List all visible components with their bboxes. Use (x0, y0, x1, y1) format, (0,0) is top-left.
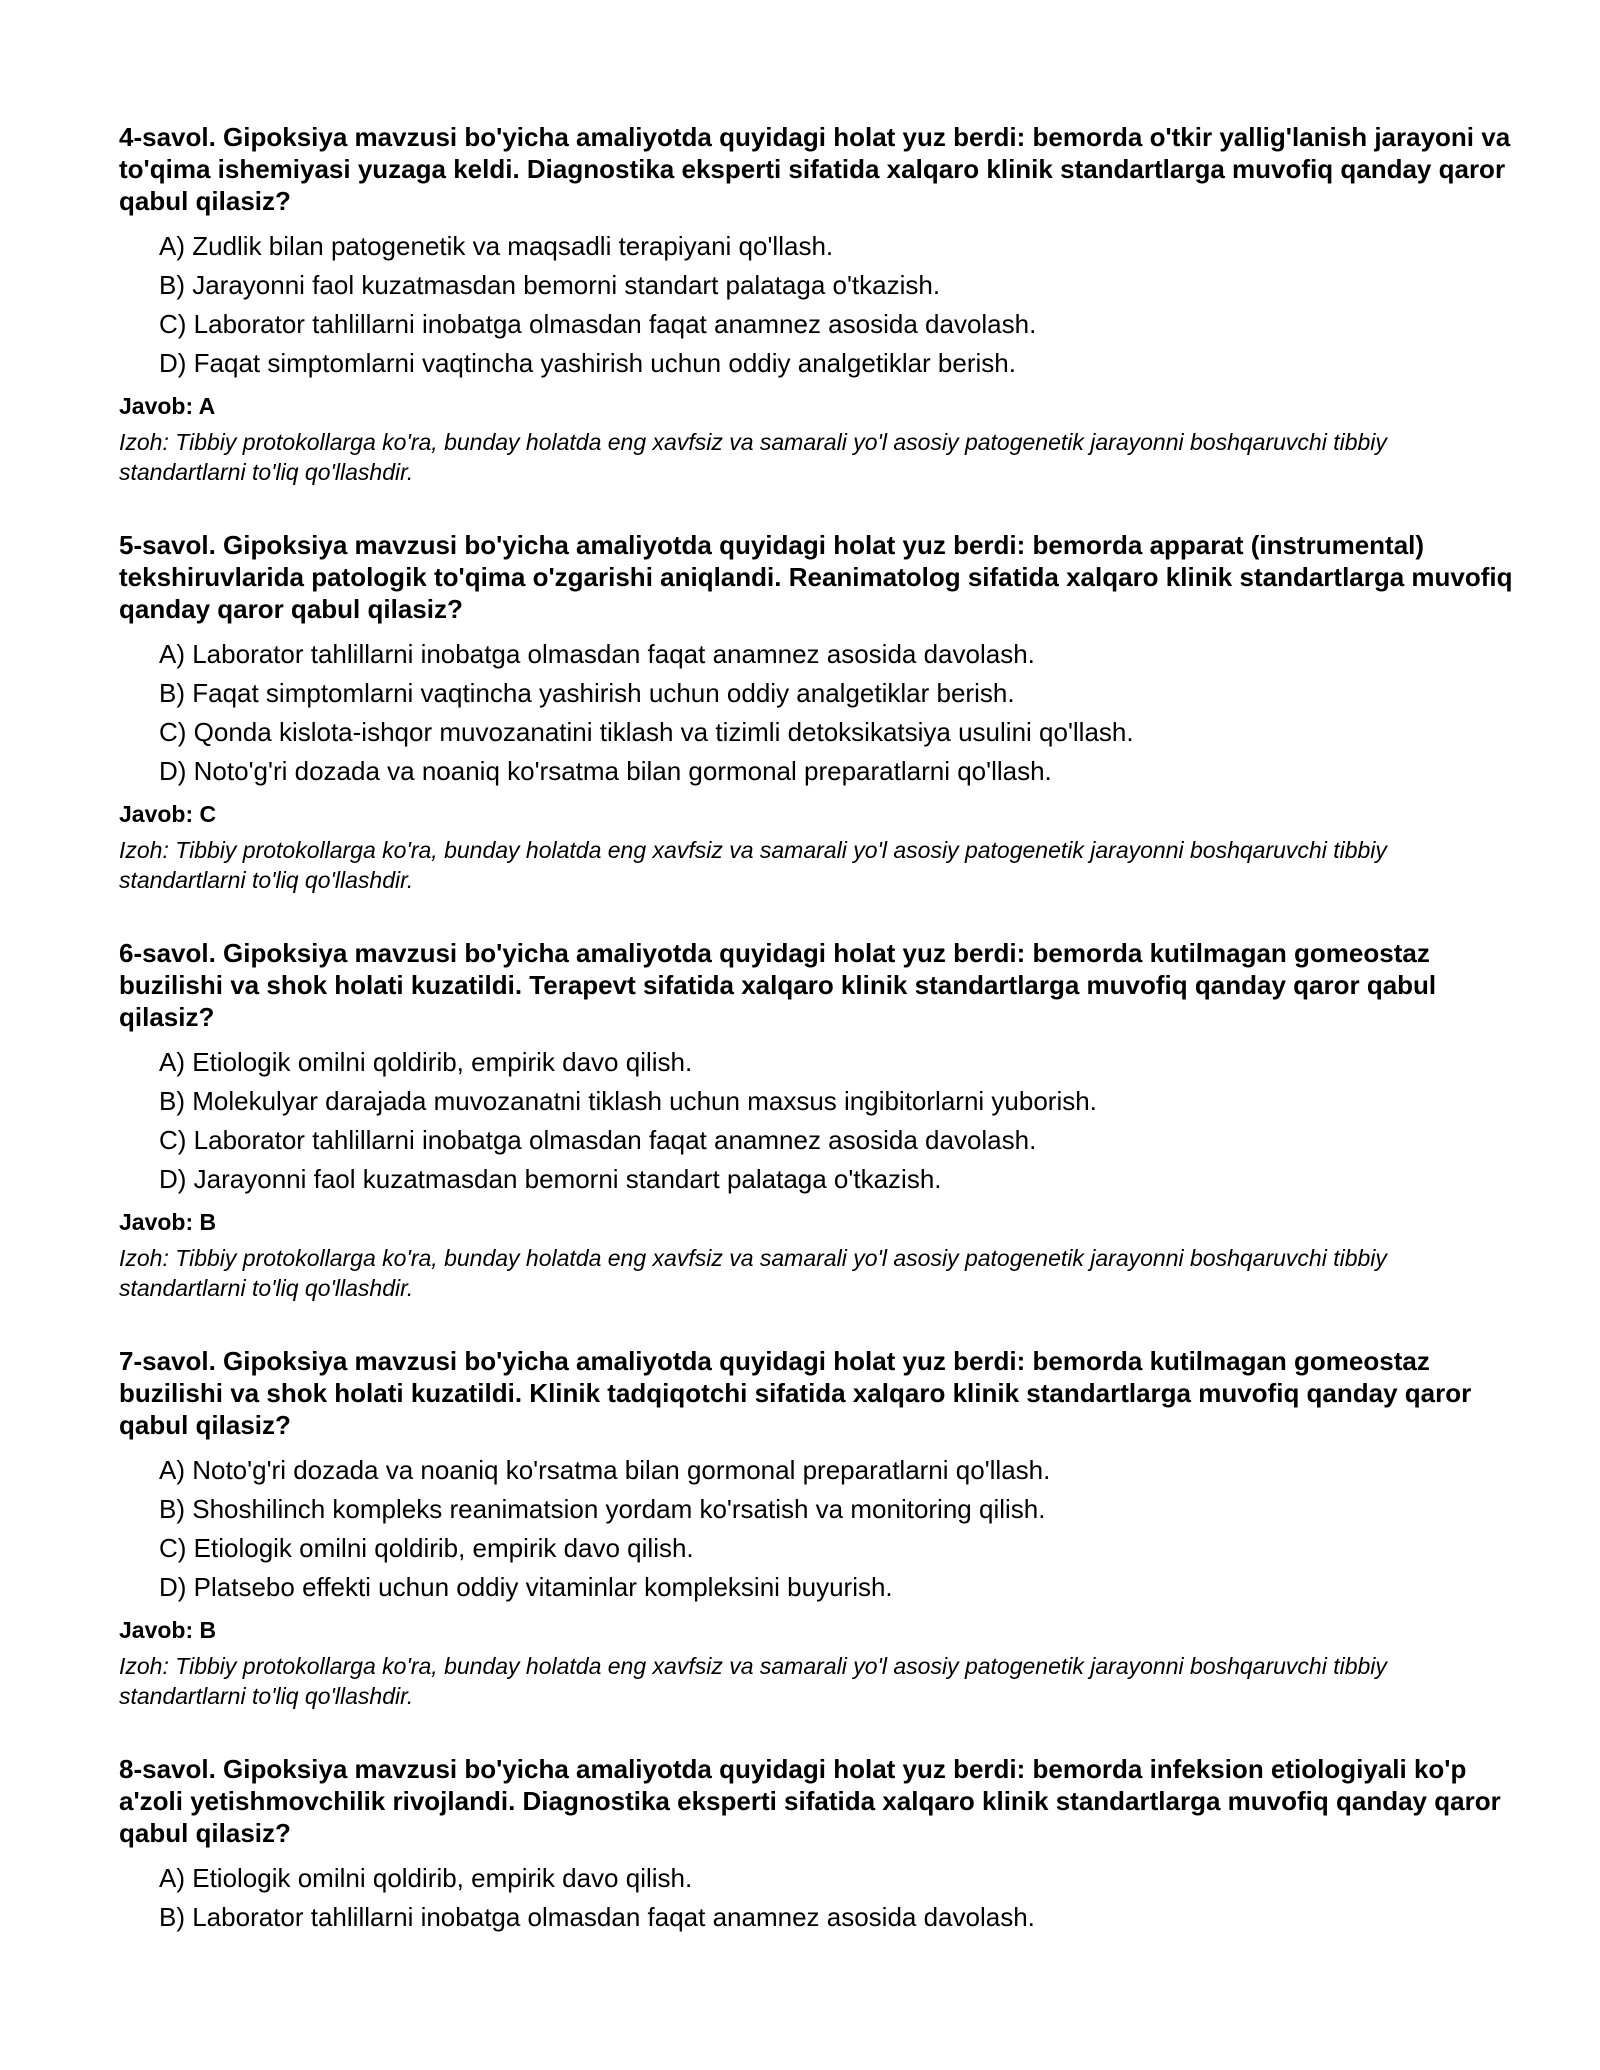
explanation-note: Izoh: Tibbiy protokollarga ko'ra, bunday holatda eng xavfsiz va samarali yo'l asosiy patogenetik jarayonni boshqaruvchi tibbiy standartlarni to'liq qo'llashdir. (119, 837, 1387, 893)
question-title: 8-savol. Gipoksiya mavzusi bo'yicha amaliyotda quyidagi holat yuz berdi: bemorda infeksion etiologiyali ko'p a'zoli yetishmovchilik rivojlandi. Diagnostika eksperti sifatida xalqaro klinik standartlarga muvofiq qanday qaror qabul qilasiz? (119, 1754, 1501, 1848)
question-block (119, 1753, 1519, 1937)
option-b: B) Jarayonni faol kuzatmasdan bemorni standart palataga o'tkazish. (159, 270, 941, 300)
option-b: B) Faqat simptomlarni vaqtincha yashirish uchun oddiy analgetiklar berish. (159, 678, 1015, 708)
question-block (119, 121, 1519, 487)
explanation-note: Izoh: Tibbiy protokollarga ko'ra, bunday holatda eng xavfsiz va samarali yo'l asosiy patogenetik jarayonni boshqaruvchi tibbiy standartlarni to'liq qo'llashdir. (119, 429, 1387, 485)
option-c: C) Etiologik omilni qoldirib, empirik davo qilish. (159, 1533, 694, 1563)
question-title: 5-savol. Gipoksiya mavzusi bo'yicha amaliyotda quyidagi holat yuz berdi: bemorda apparat (instrumental) tekshiruvlarida patologik to'qima o'zgarishi aniqlandi. Reanimatolog sifatida xalqaro klinik standartlarga muvofiq qanday qaror qabul qilasiz? (119, 530, 1513, 624)
option-c: C) Qonda kislota-ishqor muvozanatini tiklash va tizimli detoksikatsiya usulini qo'llash. (159, 717, 1134, 747)
question-block (119, 1345, 1519, 1711)
option-d: D) Noto'g'ri dozada va noaniq ko'rsatma bilan gormonal preparatlarni qo'llash. (159, 756, 1052, 786)
options-list (119, 1043, 1519, 1199)
options-list (119, 1451, 1519, 1607)
option-a: A) Etiologik omilni qoldirib, empirik davo qilish. (159, 1047, 693, 1077)
options-list (119, 227, 1519, 383)
option-a: A) Etiologik omilni qoldirib, empirik davo qilish. (159, 1863, 693, 1893)
options-list (119, 635, 1519, 791)
option-b: B) Shoshilinch kompleks reanimatsion yordam ko'rsatish va monitoring qilish. (159, 1494, 1046, 1524)
question-block (119, 937, 1519, 1303)
option-a: A) Noto'g'ri dozada va noaniq ko'rsatma bilan gormonal preparatlarni qo'llash. (159, 1455, 1051, 1485)
option-a: A) Zudlik bilan patogenetik va maqsadli terapiyani qo'llash. (159, 231, 834, 261)
option-c: C) Laborator tahlillarni inobatga olmasdan faqat anamnez asosida davolash. (159, 309, 1037, 339)
explanation-note: Izoh: Tibbiy protokollarga ko'ra, bunday holatda eng xavfsiz va samarali yo'l asosiy patogenetik jarayonni boshqaruvchi tibbiy standartlarni to'liq qo'llashdir. (119, 1653, 1387, 1709)
question-title: 6-savol. Gipoksiya mavzusi bo'yicha amaliyotda quyidagi holat yuz berdi: bemorda kutilmagan gomeostaz buzilishi va shok holati kuzatildi. Terapevt sifatida xalqaro klinik standartlarga muvofiq qanday qaror qabul qilasiz? (119, 938, 1437, 1032)
option-d: D) Faqat simptomlarni vaqtincha yashirish uchun oddiy analgetiklar berish. (159, 348, 1016, 378)
option-a: A) Laborator tahlillarni inobatga olmasdan faqat anamnez asosida davolash. (159, 639, 1035, 669)
answer-label: Javob: B (119, 1209, 217, 1235)
question-block (119, 529, 1519, 895)
answer-label: Javob: C (119, 801, 217, 827)
option-b: B) Laborator tahlillarni inobatga olmasdan faqat anamnez asosida davolash. (159, 1902, 1035, 1932)
answer-label: Javob: A (119, 393, 216, 419)
question-title: 7-savol. Gipoksiya mavzusi bo'yicha amaliyotda quyidagi holat yuz berdi: bemorda kutilmagan gomeostaz buzilishi va shok holati kuzatildi. Klinik tadqiqotchi sifatida xalqaro klinik standartlarga muvofiq qanday qaror qabul qilasiz? (119, 1346, 1472, 1440)
option-c: C) Laborator tahlillarni inobatga olmasdan faqat anamnez asosida davolash. (159, 1125, 1037, 1155)
question-title: 4-savol. Gipoksiya mavzusi bo'yicha amaliyotda quyidagi holat yuz berdi: bemorda o'tkir yallig'lanish jarayoni va to'qima ishemiyasi yuzaga keldi. Diagnostika eksperti sifatida xalqaro klinik standartlarga muvofiq qanday qaror qabul qilasiz? (119, 122, 1511, 216)
option-b: B) Molekulyar darajada muvozanatni tiklash uchun maxsus ingibitorlarni yuborish. (159, 1086, 1097, 1116)
option-d: D) Jarayonni faol kuzatmasdan bemorni standart palataga o'tkazish. (159, 1164, 942, 1194)
explanation-note: Izoh: Tibbiy protokollarga ko'ra, bunday holatda eng xavfsiz va samarali yo'l asosiy patogenetik jarayonni boshqaruvchi tibbiy standartlarni to'liq qo'llashdir. (119, 1245, 1387, 1301)
option-d: D) Platsebo effekti uchun oddiy vitaminlar kompleksini buyurish. (159, 1572, 893, 1602)
options-list (119, 1859, 1519, 1937)
answer-label: Javob: B (119, 1617, 217, 1643)
